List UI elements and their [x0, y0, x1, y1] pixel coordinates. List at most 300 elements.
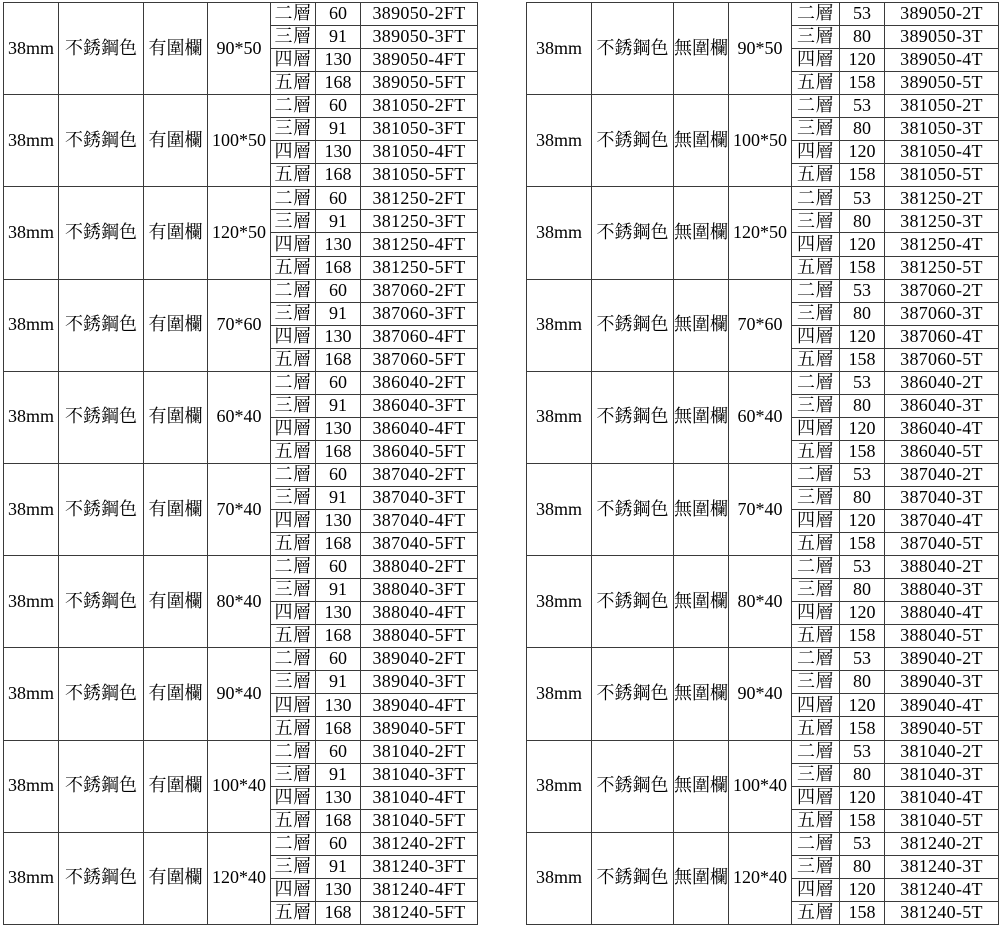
thickness-cell: 38mm: [4, 648, 59, 740]
tier-cell: 二層: [792, 463, 840, 486]
tier-cell: 五層: [792, 164, 840, 187]
tier-cell: 四層: [271, 510, 316, 533]
code-cell: 387040-3FT: [361, 486, 478, 509]
color-cell: 不銹鋼色: [59, 463, 144, 555]
fence-cell: 無圍欄: [674, 187, 729, 279]
value-cell: 130: [316, 694, 361, 717]
code-cell: 381040-3FT: [361, 763, 478, 786]
size-cell: 90*40: [208, 648, 271, 740]
code-cell: 388040-4T: [885, 602, 999, 625]
tier-cell: 四層: [792, 878, 840, 901]
fence-cell: 無圍欄: [674, 463, 729, 555]
code-cell: 387060-2T: [885, 279, 999, 302]
fence-cell: 無圍欄: [674, 556, 729, 648]
value-cell: 120: [840, 602, 885, 625]
tier-cell: 三層: [271, 302, 316, 325]
table-row: [4, 371, 478, 394]
thickness-cell: 38mm: [4, 832, 59, 924]
value-cell: 168: [316, 440, 361, 463]
size-cell: 90*50: [208, 3, 271, 95]
value-cell: 80: [840, 486, 885, 509]
code-cell: 381050-4T: [885, 141, 999, 164]
fence-cell: 有圍欄: [144, 832, 208, 924]
code-cell: 389040-5FT: [361, 717, 478, 740]
code-cell: 389040-2T: [885, 648, 999, 671]
tier-cell: 四層: [271, 49, 316, 72]
value-cell: 53: [840, 187, 885, 210]
value-cell: 80: [840, 579, 885, 602]
value-cell: 60: [316, 3, 361, 26]
tier-cell: 五層: [271, 72, 316, 95]
value-cell: 130: [316, 602, 361, 625]
value-cell: 60: [316, 279, 361, 302]
value-cell: 80: [840, 763, 885, 786]
tier-cell: 二層: [792, 95, 840, 118]
value-cell: 120: [840, 786, 885, 809]
size-cell: 80*40: [208, 556, 271, 648]
code-cell: 381050-4FT: [361, 141, 478, 164]
code-cell: 389040-2FT: [361, 648, 478, 671]
tier-cell: 五層: [271, 256, 316, 279]
thickness-cell: 38mm: [4, 279, 59, 371]
code-cell: 381240-4T: [885, 878, 999, 901]
code-cell: 381250-5T: [885, 256, 999, 279]
code-cell: 381240-2FT: [361, 832, 478, 855]
tier-cell: 三層: [271, 671, 316, 694]
code-cell: 381250-4FT: [361, 233, 478, 256]
table-row: [527, 3, 999, 26]
thickness-cell: 38mm: [527, 648, 592, 740]
fence-cell: 無圍欄: [674, 3, 729, 95]
size-cell: 120*50: [729, 187, 792, 279]
tier-cell: 四層: [271, 233, 316, 256]
value-cell: 91: [316, 763, 361, 786]
thickness-cell: 38mm: [527, 95, 592, 187]
tier-cell: 五層: [271, 901, 316, 924]
tier-cell: 四層: [792, 694, 840, 717]
size-cell: 60*40: [208, 371, 271, 463]
price-table-body-with-fence: [4, 3, 478, 925]
tier-cell: 四層: [271, 325, 316, 348]
code-cell: 387040-2T: [885, 463, 999, 486]
value-cell: 60: [316, 95, 361, 118]
color-cell: 不銹鋼色: [59, 3, 144, 95]
thickness-cell: 38mm: [527, 556, 592, 648]
value-cell: 53: [840, 463, 885, 486]
color-cell: 不銹鋼色: [592, 740, 674, 832]
color-cell: 不銹鋼色: [59, 832, 144, 924]
value-cell: 80: [840, 302, 885, 325]
tier-cell: 五層: [271, 625, 316, 648]
size-cell: 100*40: [729, 740, 792, 832]
color-cell: 不銹鋼色: [592, 371, 674, 463]
value-cell: 60: [316, 556, 361, 579]
code-cell: 387040-3T: [885, 486, 999, 509]
tier-cell: 二層: [271, 648, 316, 671]
tier-cell: 四層: [271, 786, 316, 809]
code-cell: 387060-4T: [885, 325, 999, 348]
code-cell: 389050-4T: [885, 49, 999, 72]
value-cell: 130: [316, 417, 361, 440]
table-row: [527, 648, 999, 671]
value-cell: 60: [316, 740, 361, 763]
thickness-cell: 38mm: [4, 740, 59, 832]
code-cell: 387060-3T: [885, 302, 999, 325]
price-table-with-fence: [3, 2, 478, 925]
tier-cell: 三層: [271, 118, 316, 141]
value-cell: 60: [316, 463, 361, 486]
tier-cell: 四層: [792, 786, 840, 809]
tier-cell: 四層: [271, 602, 316, 625]
tier-cell: 五層: [792, 533, 840, 556]
table-row: [4, 95, 478, 118]
value-cell: 91: [316, 210, 361, 233]
value-cell: 80: [840, 394, 885, 417]
code-cell: 387040-4FT: [361, 510, 478, 533]
tier-cell: 四層: [271, 878, 316, 901]
color-cell: 不銹鋼色: [592, 463, 674, 555]
tier-cell: 二層: [271, 740, 316, 763]
thickness-cell: 38mm: [527, 463, 592, 555]
color-cell: 不銹鋼色: [592, 648, 674, 740]
value-cell: 158: [840, 256, 885, 279]
value-cell: 130: [316, 878, 361, 901]
tier-cell: 五層: [271, 164, 316, 187]
tier-cell: 四層: [271, 417, 316, 440]
tier-cell: 四層: [792, 233, 840, 256]
code-cell: 389040-3T: [885, 671, 999, 694]
fence-cell: 無圍欄: [674, 371, 729, 463]
value-cell: 120: [840, 233, 885, 256]
value-cell: 80: [840, 855, 885, 878]
code-cell: 389040-3FT: [361, 671, 478, 694]
code-cell: 387040-4T: [885, 510, 999, 533]
code-cell: 381040-4FT: [361, 786, 478, 809]
code-cell: 387060-5T: [885, 348, 999, 371]
table-row: [4, 187, 478, 210]
code-cell: 381040-2T: [885, 740, 999, 763]
value-cell: 91: [316, 486, 361, 509]
thickness-cell: 38mm: [4, 371, 59, 463]
tier-cell: 二層: [792, 371, 840, 394]
tier-cell: 二層: [271, 279, 316, 302]
color-cell: 不銹鋼色: [59, 279, 144, 371]
tier-cell: 三層: [792, 579, 840, 602]
thickness-cell: 38mm: [4, 556, 59, 648]
tier-cell: 四層: [792, 602, 840, 625]
thickness-cell: 38mm: [4, 187, 59, 279]
value-cell: 168: [316, 533, 361, 556]
fence-cell: 無圍欄: [674, 279, 729, 371]
fence-cell: 無圍欄: [674, 740, 729, 832]
tier-cell: 三層: [792, 118, 840, 141]
fence-cell: 無圍欄: [674, 95, 729, 187]
color-cell: 不銹鋼色: [59, 95, 144, 187]
tier-cell: 三層: [271, 486, 316, 509]
tier-cell: 四層: [271, 694, 316, 717]
table-row: [527, 279, 999, 302]
value-cell: 158: [840, 348, 885, 371]
fence-cell: 有圍欄: [144, 3, 208, 95]
tier-cell: 三層: [792, 855, 840, 878]
table-row: [527, 832, 999, 855]
tier-cell: 三層: [792, 486, 840, 509]
tier-cell: 二層: [792, 3, 840, 26]
tier-cell: 二層: [792, 740, 840, 763]
table-row: [4, 279, 478, 302]
tier-cell: 四層: [792, 510, 840, 533]
color-cell: 不銹鋼色: [59, 648, 144, 740]
color-cell: 不銹鋼色: [592, 556, 674, 648]
tier-cell: 三層: [271, 855, 316, 878]
tier-cell: 二層: [271, 371, 316, 394]
value-cell: 158: [840, 625, 885, 648]
value-cell: 80: [840, 671, 885, 694]
size-cell: 70*60: [729, 279, 792, 371]
code-cell: 381040-4T: [885, 786, 999, 809]
tier-cell: 三層: [792, 302, 840, 325]
value-cell: 80: [840, 26, 885, 49]
code-cell: 389050-5T: [885, 72, 999, 95]
thickness-cell: 38mm: [527, 3, 592, 95]
code-cell: 387040-5T: [885, 533, 999, 556]
tier-cell: 五層: [792, 348, 840, 371]
color-cell: 不銹鋼色: [592, 3, 674, 95]
tier-cell: 五層: [792, 901, 840, 924]
size-cell: 90*40: [729, 648, 792, 740]
code-cell: 386040-5T: [885, 440, 999, 463]
value-cell: 91: [316, 302, 361, 325]
tier-cell: 五層: [271, 809, 316, 832]
tier-cell: 三層: [271, 579, 316, 602]
code-cell: 388040-5T: [885, 625, 999, 648]
tier-cell: 二層: [792, 187, 840, 210]
tier-cell: 三層: [792, 26, 840, 49]
table-row: [527, 371, 999, 394]
value-cell: 168: [316, 348, 361, 371]
value-cell: 120: [840, 417, 885, 440]
code-cell: 381240-2T: [885, 832, 999, 855]
code-cell: 389050-3FT: [361, 26, 478, 49]
value-cell: 130: [316, 49, 361, 72]
thickness-cell: 38mm: [527, 279, 592, 371]
tier-cell: 三層: [792, 394, 840, 417]
tier-cell: 五層: [792, 809, 840, 832]
tier-cell: 二層: [792, 556, 840, 579]
size-cell: 120*50: [208, 187, 271, 279]
thickness-cell: 38mm: [527, 187, 592, 279]
code-cell: 387060-5FT: [361, 348, 478, 371]
tier-cell: 五層: [792, 72, 840, 95]
code-cell: 386040-2T: [885, 371, 999, 394]
fence-cell: 有圍欄: [144, 95, 208, 187]
value-cell: 158: [840, 72, 885, 95]
code-cell: 386040-5FT: [361, 440, 478, 463]
code-cell: 388040-2FT: [361, 556, 478, 579]
size-cell: 90*50: [729, 3, 792, 95]
value-cell: 158: [840, 809, 885, 832]
tier-cell: 二層: [271, 463, 316, 486]
tier-cell: 三層: [792, 210, 840, 233]
code-cell: 381250-2T: [885, 187, 999, 210]
code-cell: 381040-2FT: [361, 740, 478, 763]
value-cell: 91: [316, 26, 361, 49]
value-cell: 53: [840, 95, 885, 118]
value-cell: 168: [316, 809, 361, 832]
table-row: [527, 95, 999, 118]
tier-cell: 三層: [792, 671, 840, 694]
code-cell: 389040-4FT: [361, 694, 478, 717]
value-cell: 53: [840, 556, 885, 579]
value-cell: 53: [840, 279, 885, 302]
value-cell: 168: [316, 717, 361, 740]
code-cell: 387040-5FT: [361, 533, 478, 556]
tier-cell: 五層: [792, 625, 840, 648]
table-row: [4, 3, 478, 26]
color-cell: 不銹鋼色: [592, 832, 674, 924]
value-cell: 158: [840, 440, 885, 463]
value-cell: 120: [840, 878, 885, 901]
code-cell: 389050-2FT: [361, 3, 478, 26]
table-row: [4, 556, 478, 579]
value-cell: 120: [840, 49, 885, 72]
fence-cell: 有圍欄: [144, 187, 208, 279]
value-cell: 168: [316, 256, 361, 279]
size-cell: 120*40: [729, 832, 792, 924]
code-cell: 381250-3T: [885, 210, 999, 233]
value-cell: 120: [840, 510, 885, 533]
tier-cell: 五層: [792, 440, 840, 463]
tier-cell: 五層: [792, 717, 840, 740]
code-cell: 389050-4FT: [361, 49, 478, 72]
tier-cell: 三層: [271, 210, 316, 233]
code-cell: 389050-5FT: [361, 72, 478, 95]
color-cell: 不銹鋼色: [59, 556, 144, 648]
value-cell: 60: [316, 832, 361, 855]
value-cell: 120: [840, 325, 885, 348]
value-cell: 158: [840, 901, 885, 924]
color-cell: 不銹鋼色: [59, 740, 144, 832]
table-row: [527, 556, 999, 579]
value-cell: 158: [840, 533, 885, 556]
value-cell: 130: [316, 786, 361, 809]
code-cell: 381040-3T: [885, 763, 999, 786]
tier-cell: 五層: [792, 256, 840, 279]
tier-cell: 三層: [792, 763, 840, 786]
tier-cell: 三層: [271, 26, 316, 49]
code-cell: 381250-2FT: [361, 187, 478, 210]
tier-cell: 四層: [271, 141, 316, 164]
tier-cell: 四層: [792, 417, 840, 440]
code-cell: 387060-4FT: [361, 325, 478, 348]
size-cell: 70*60: [208, 279, 271, 371]
code-cell: 386040-3FT: [361, 394, 478, 417]
value-cell: 53: [840, 740, 885, 763]
value-cell: 120: [840, 694, 885, 717]
tier-cell: 五層: [271, 717, 316, 740]
code-cell: 386040-4FT: [361, 417, 478, 440]
tier-cell: 四層: [792, 325, 840, 348]
thickness-cell: 38mm: [4, 463, 59, 555]
color-cell: 不銹鋼色: [59, 187, 144, 279]
fence-cell: 有圍欄: [144, 740, 208, 832]
color-cell: 不銹鋼色: [592, 95, 674, 187]
thickness-cell: 38mm: [527, 832, 592, 924]
code-cell: 388040-4FT: [361, 602, 478, 625]
code-cell: 389050-2T: [885, 3, 999, 26]
value-cell: 130: [316, 141, 361, 164]
size-cell: 100*50: [208, 95, 271, 187]
value-cell: 80: [840, 118, 885, 141]
table-row: [527, 740, 999, 763]
value-cell: 91: [316, 855, 361, 878]
value-cell: 158: [840, 717, 885, 740]
price-table-without-fence: [526, 2, 999, 925]
value-cell: 60: [316, 648, 361, 671]
value-cell: 158: [840, 164, 885, 187]
code-cell: 386040-2FT: [361, 371, 478, 394]
price-table-body-without-fence: [527, 3, 999, 925]
tier-cell: 二層: [271, 556, 316, 579]
value-cell: 53: [840, 371, 885, 394]
code-cell: 381240-5T: [885, 901, 999, 924]
tier-cell: 四層: [792, 49, 840, 72]
code-cell: 381040-5FT: [361, 809, 478, 832]
table-row: [4, 832, 478, 855]
code-cell: 387060-2FT: [361, 279, 478, 302]
tier-cell: 二層: [792, 648, 840, 671]
size-cell: 70*40: [208, 463, 271, 555]
value-cell: 168: [316, 901, 361, 924]
tier-cell: 二層: [271, 832, 316, 855]
code-cell: 381050-2T: [885, 95, 999, 118]
code-cell: 389040-4T: [885, 694, 999, 717]
value-cell: 168: [316, 72, 361, 95]
value-cell: 91: [316, 394, 361, 417]
size-cell: 100*50: [729, 95, 792, 187]
code-cell: 387060-3FT: [361, 302, 478, 325]
tier-cell: 二層: [792, 832, 840, 855]
table-row: [4, 740, 478, 763]
code-cell: 381240-3T: [885, 855, 999, 878]
code-cell: 381050-3T: [885, 118, 999, 141]
code-cell: 381050-5FT: [361, 164, 478, 187]
tier-cell: 三層: [271, 763, 316, 786]
code-cell: 388040-3T: [885, 579, 999, 602]
code-cell: 381240-4FT: [361, 878, 478, 901]
value-cell: 130: [316, 233, 361, 256]
value-cell: 91: [316, 671, 361, 694]
fence-cell: 有圍欄: [144, 556, 208, 648]
value-cell: 168: [316, 625, 361, 648]
value-cell: 120: [840, 141, 885, 164]
thickness-cell: 38mm: [527, 371, 592, 463]
size-cell: 80*40: [729, 556, 792, 648]
table-row: [527, 463, 999, 486]
table-row: [4, 648, 478, 671]
code-cell: 381240-3FT: [361, 855, 478, 878]
tier-cell: 四層: [792, 141, 840, 164]
value-cell: 53: [840, 3, 885, 26]
table-row: [4, 463, 478, 486]
code-cell: 388040-5FT: [361, 625, 478, 648]
size-cell: 120*40: [208, 832, 271, 924]
fence-cell: 有圍欄: [144, 648, 208, 740]
value-cell: 53: [840, 648, 885, 671]
code-cell: 381250-4T: [885, 233, 999, 256]
fence-cell: 有圍欄: [144, 463, 208, 555]
code-cell: 381050-2FT: [361, 95, 478, 118]
